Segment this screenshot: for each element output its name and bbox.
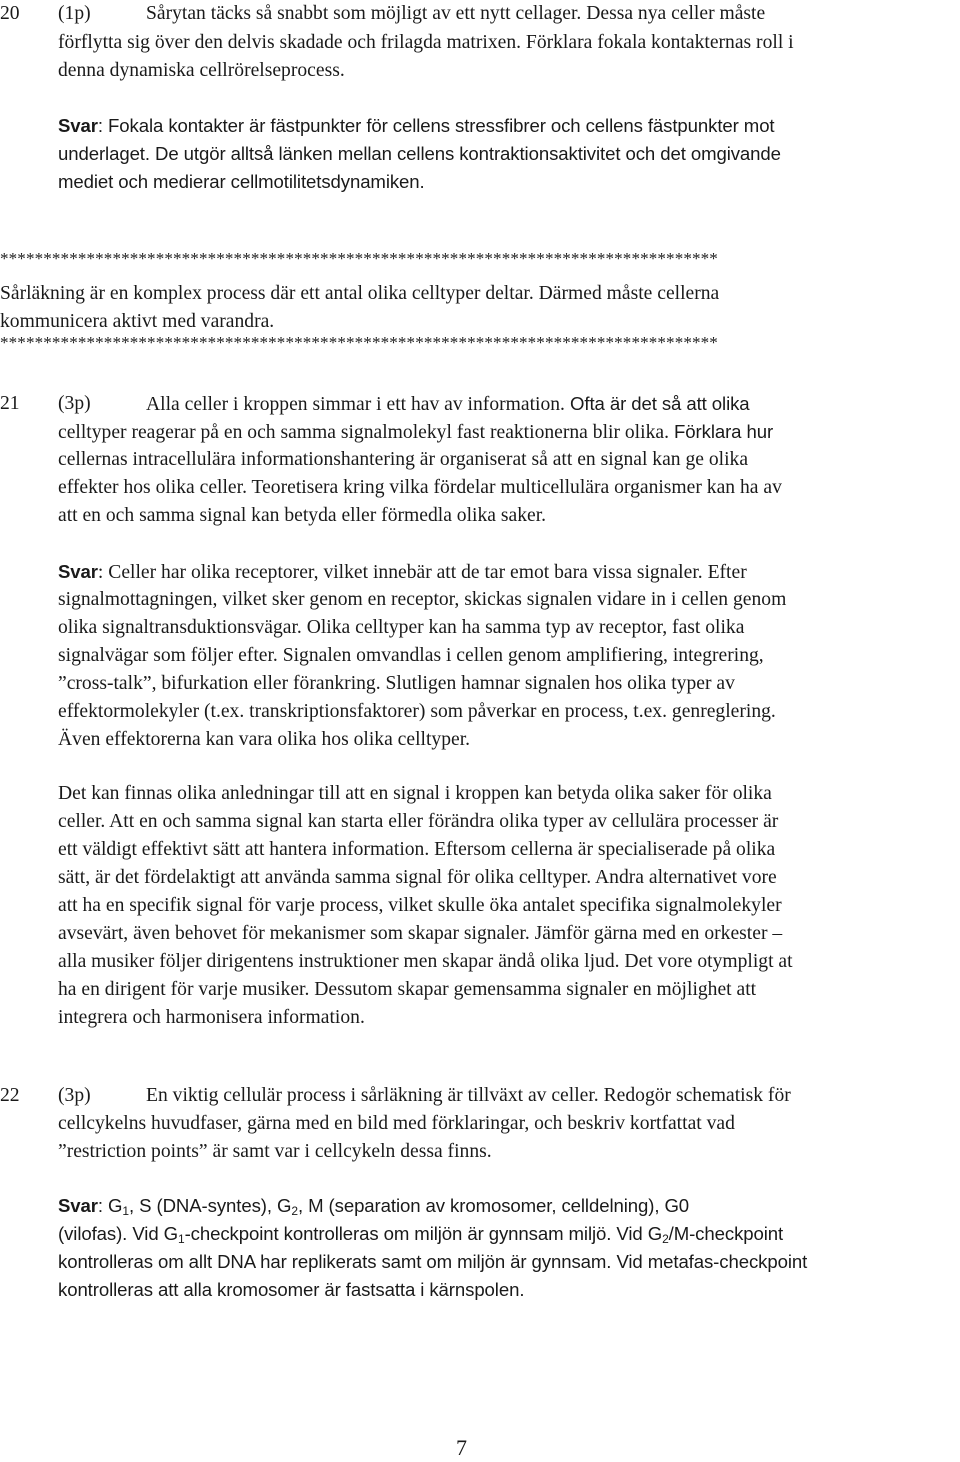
discussion-line: att ha en specifik signal för varje process, vilket skulle öka antalet specifika signalmolekyler <box>58 895 782 916</box>
document-page: 20 (1p) Sårytan täcks så snabbt som möjligt av ett nytt cellager. Dessa nya celler måste förflytta sig över den delvis skadade och frilagda matrixen. Förklara fokala kontakternas roll i denna dynamiska cellrörelseprocess. Svar: Fokala kontakter är fästpunkter för cellens stressfibrer och cellens fästpunkter mot underlaget. De utgör alltså länken mellan cellens kontraktionsaktivitet och det omgivande mediet och medierar cellmotilitetsdynamiken. *********************************************************************************** Sårläkning är en komplex process där ett antal olika celltyper deltar. Därmed måste cellerna kommunicera aktivt med varandra. *********************************************************************************** 21 (3p) Alla celler i kroppen simmar i ett hav av information. Ofta är det så att olika celltyper reagerar på en och samma signalmolekyl fast reaktionerna blir olika. Förklara hur cellernas intracellulära informationshantering är organiserat så att en signal kan ge olika effekter hos olika celler. Teoretisera kring vilka fördelar multicellulära organismer kan ha av att en och samma signal kan betyda eller förmedla olika saker. Svar: Celler har olika receptorer, vilket innebär att de tar emot bara vissa signaler. Efter signalmottagningen, vilket sker genom en receptor, skickas signalen vidare in i cellen genom olika signaltransduktionsvägar. Olika celltyper kan ha samma typ av receptor, fast olika signalvägar som följer efter. Signalen omvandlas i cellen genom amplifiering, integrering, ”cross-talk”, bifurkation eller förankring. Slutligen hamnar signalen hos olika typer av effektormolekyler (t.ex. transkriptionsfaktorer) som påverkar en process, t.ex. genreglering. Även effektorerna kan vara olika hos olika celltyper. Det kan finnas olika anledningar till att en signal i kroppen kan betyda olika saker för olika celler. Att en och samma signal kan starta eller förändra olika typer av cellulära processer är ett väldigt effektivt sätt att hantera information. Eftersom cellerna är specialiserade på olika sätt, är det fördelaktigt att använda samma signal för olika celltyper. Andra alternativet vore att ha en specifik signal för varje process, vilket skulle öka antalet specifika signalmolekyler avsevärt, även behovet för mekanismer som skapar signaler. Jämför gärna med en orkester – alla musiker följer dirigentens instruktioner men skapar ändå olika ljud. Det vore otympligt at ha en dirigent för varje musiker. Dessutom skapar gemensamma signaler en möjlighet att integrera och harmonisera information. 22 (3p) En viktig cellulär process i sårläkning är tillväxt av celler. Redogör schematisk för cellcykelns huvudfaser, gärna med en bild med förklaringar, och beskriv kortfattat vad ”restriction points” är samt var i cellcykeln dessa finns. Svar: $G_1$, S (DNA-syntes), $G_2$, M (separation av kromosomer, celldelning), G0 (vilofas). Vid $G_1$-checkpoint kontrolleras om miljön är gynnsam miljö. Vid $G_2/M$-checkpoint kontrolleras om allt DNA har replikerats samt om miljön är gynnsam. Vid metafas-checkpoint kontrolleras att alla kromosomer är fastsatta i kärnspolen. 7 <box>0 0 960 1461</box>
answer-line: effektormolekyler (t.ex. transkriptionsfaktorer) som påverkar en process, t.ex. genreglering. <box>58 701 776 722</box>
question-text-line: Sårytan täcks så snabbt som möjligt av ett nytt cellager. Dessa nya celler måste <box>146 3 766 24</box>
answer-label: Svar <box>58 561 98 582</box>
answer-line: Svar: Celler har olika receptorer, vilket innebär att de tar emot bara vissa signaler. Efter <box>58 561 747 583</box>
answer-line: olika signaltransduktionsvägar. Olika celltyper kan ha samma typ av receptor, fast olika <box>58 617 745 638</box>
page-number: 7 <box>456 1435 467 1460</box>
discussion-line: sätt, är det fördelaktigt att använda samma signal för olika celltyper. Andra alternativet vore <box>58 867 777 888</box>
question-text-line: denna dynamiska cellrörelseprocess. <box>58 60 345 81</box>
answer-line: (vilofas). Vid $G_1$-checkpoint kontrolleras om miljön är gynnsam miljö. Vid $G_2/M$-checkpoint <box>58 1223 784 1246</box>
discussion-line: ha en dirigent för varje musiker. Dessutom skapar gemensamma signaler en möjlighet att <box>58 979 757 1000</box>
answer-label: Svar <box>58 115 98 136</box>
answer-line: signalmottagningen, vilket sker genom en receptor, skickas signalen vidare in i cellen genom <box>58 589 787 610</box>
interlude-line: kommunicera aktivt med varandra. <box>0 311 275 332</box>
question-points: (3p) <box>58 1085 91 1106</box>
answer-line: underlaget. De utgör alltså länken mellan cellens kontraktionsaktivitet och det omgivande <box>58 143 781 164</box>
separator-stars: *********************************************************************************** <box>0 333 718 352</box>
question-number: 21 <box>0 393 20 414</box>
answer-line: Svar: Fokala kontakter är fästpunkter för cellens stressfibrer och cellens fästpunkter mot <box>58 115 775 136</box>
discussion-line: ett väldigt effektivt sätt att hantera information. Eftersom cellerna är specialiserade på olika <box>58 839 776 860</box>
answer-line: kontrolleras om allt DNA har replikerats samt om miljön är gynnsam. Vid metafas-checkpoint <box>58 1251 808 1272</box>
separator-stars: *********************************************************************************** <box>0 249 718 268</box>
question-text-line: förflytta sig över den delvis skadade och frilagda matrixen. Förklara fokala kontakternas roll i <box>58 32 794 53</box>
question-text-line: cellernas intracellulära informationshantering är organiserat så att en signal kan ge olika <box>58 449 749 470</box>
question-text-line: att en och samma signal kan betyda eller förmedla olika saker. <box>58 505 547 526</box>
answer-line: Även effektorerna kan vara olika hos olika celltyper. <box>58 729 471 750</box>
answer-line: Svar: $G_1$, S (DNA-syntes), $G_2$, M (separation av kromosomer, celldelning), G0 <box>58 1195 690 1218</box>
answer-line: signalvägar som följer efter. Signalen omvandlas i cellen genom amplifiering, integrering, <box>58 645 764 666</box>
discussion-line: integrera och harmonisera information. <box>58 1007 365 1028</box>
question-number: 22 <box>0 1085 20 1106</box>
question-text-line: cellcykelns huvudfaser, gärna med en bild med förklaringar, och beskriv kortfattat vad <box>58 1113 735 1134</box>
answer-line: ”cross-talk”, bifurkation eller förankring. Slutligen hamnar signalen hos olika typer av <box>58 673 735 694</box>
question-points: (3p) <box>58 393 91 414</box>
discussion-line: celler. Att en och samma signal kan starta eller förändra olika typer av cellulära processer är <box>58 811 779 832</box>
answer-line: kontrolleras att alla kromosomer är fastsatta i kärnspolen. <box>58 1279 525 1300</box>
answer-label: Svar <box>58 1195 98 1216</box>
question-number: 20 <box>0 3 20 24</box>
question-text-line: ”restriction points” är samt var i cellcykeln dessa finns. <box>58 1141 492 1162</box>
discussion-line: alla musiker följer dirigentens instruktioner men skapar ändå olika ljud. Det vore otympligt at <box>58 951 793 972</box>
discussion-line: Det kan finnas olika anledningar till att en signal i kroppen kan betyda olika saker för olika <box>58 783 772 804</box>
question-points: (1p) <box>58 3 91 24</box>
discussion-line: avsevärt, även behovet för mekanismer som skapar signaler. Jämför gärna med en orkester – <box>58 923 783 944</box>
question-text-line: effekter hos olika celler. Teoretisera kring vilka fördelar multicellulära organismer kan ha av <box>58 477 782 498</box>
answer-line: mediet och medierar cellmotilitetsdynamiken. <box>58 171 425 192</box>
question-text-line: celltyper reagerar på en och samma signalmolekyl fast reaktionerna blir olika. Förklara hur <box>58 421 774 443</box>
interlude-line: Sårläkning är en komplex process där ett antal olika celltyper deltar. Därmed måste cellerna <box>0 283 720 304</box>
